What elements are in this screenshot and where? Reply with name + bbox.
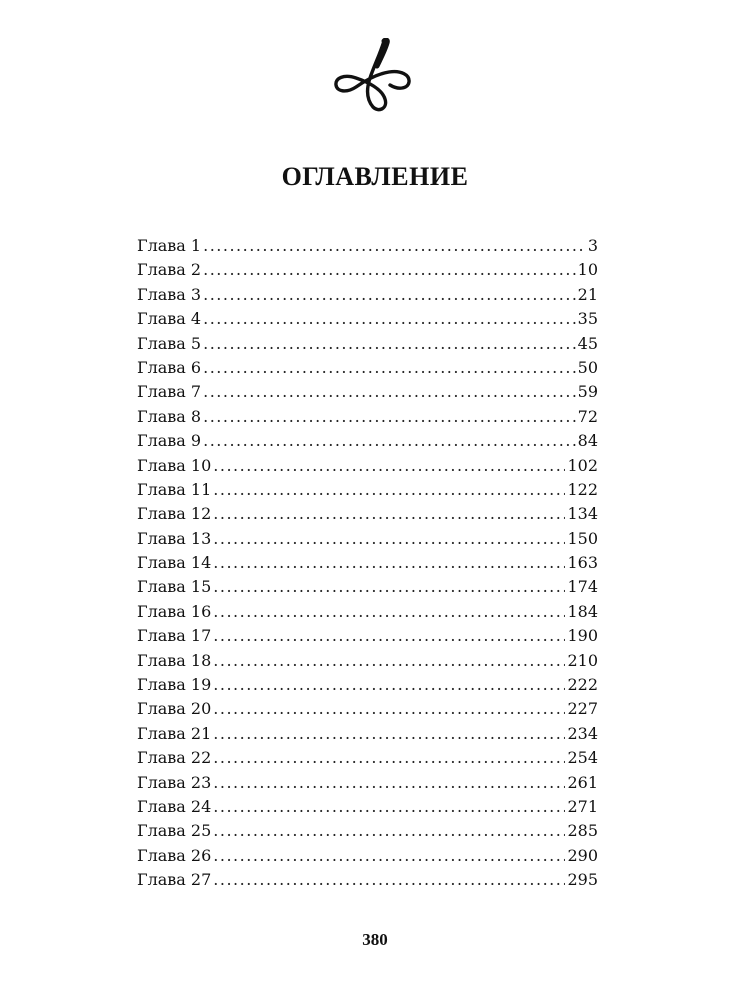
toc-entry-page: 84 (577, 431, 598, 451)
toc-entry-label: Глава 5 (137, 333, 202, 353)
toc-entry-label: Глава 10 (137, 455, 212, 475)
toc-entry-page: 174 (567, 577, 598, 597)
dot-leader (203, 307, 576, 331)
dot-leader (213, 819, 565, 843)
dot-leader (203, 234, 586, 258)
toc-entry-label: Глава 7 (137, 382, 202, 402)
dot-leader (203, 283, 576, 307)
toc-entry[interactable] (137, 429, 598, 453)
toc-entry-page: 184 (567, 601, 598, 621)
toc-entry[interactable] (137, 649, 598, 673)
toc-entry-label: Глава 9 (137, 431, 202, 451)
toc-entry-page: 222 (567, 675, 598, 695)
toc-entry[interactable] (137, 502, 598, 526)
dot-leader (213, 478, 565, 502)
toc-entry-page: 134 (567, 504, 598, 524)
toc-entry-page: 290 (567, 845, 598, 865)
toc-entry-page: 35 (577, 309, 598, 329)
toc-entry[interactable] (137, 307, 598, 331)
toc-entry[interactable] (137, 527, 598, 551)
toc-entry[interactable] (137, 624, 598, 648)
toc-entry[interactable] (137, 356, 598, 380)
toc-entry-label: Глава 3 (137, 284, 202, 304)
toc-entry[interactable] (137, 551, 598, 575)
dot-leader (203, 356, 576, 380)
toc-entry-label: Глава 8 (137, 406, 202, 426)
dot-leader (213, 551, 565, 575)
toc-entry-label: Глава 20 (137, 699, 212, 719)
dot-leader (213, 771, 565, 795)
toc-entry-label: Глава 21 (137, 723, 212, 743)
toc-entry-page: 59 (577, 382, 598, 402)
toc-entry[interactable] (137, 478, 598, 502)
toc-entry-page: 261 (567, 772, 598, 792)
toc-entry-page: 234 (567, 723, 598, 743)
toc-entry-page: 190 (567, 626, 598, 646)
toc-entry-label: Глава 11 (137, 479, 212, 499)
toc-entry[interactable] (137, 380, 598, 404)
dot-leader (213, 795, 565, 819)
toc-entry[interactable] (137, 332, 598, 356)
toc-entry[interactable] (137, 405, 598, 429)
toc-entry-label: Глава 14 (137, 553, 212, 573)
toc-entry-label: Глава 4 (137, 309, 202, 329)
toc-entry-page: 102 (567, 455, 598, 475)
toc-entry[interactable] (137, 454, 598, 478)
dot-leader (203, 405, 576, 429)
toc-entry[interactable] (137, 600, 598, 624)
dot-leader (213, 527, 565, 551)
dot-leader (213, 722, 565, 746)
toc-entry-page: 50 (577, 357, 598, 377)
toc-entry-label: Глава 19 (137, 675, 212, 695)
dot-leader (213, 575, 565, 599)
toc-entry[interactable] (137, 868, 598, 892)
dot-leader (213, 844, 565, 868)
toc-entry-label: Глава 22 (137, 748, 212, 768)
dot-leader (213, 454, 565, 478)
dot-leader (213, 697, 565, 721)
toc-entry-label: Глава 26 (137, 845, 212, 865)
toc-entry-page: 122 (567, 479, 598, 499)
toc-entry[interactable] (137, 722, 598, 746)
toc-entry-label: Глава 23 (137, 772, 212, 792)
dot-leader (213, 649, 565, 673)
toc-entry[interactable] (137, 283, 598, 307)
toc-entry-label: Глава 16 (137, 601, 212, 621)
dot-leader (213, 746, 565, 770)
toc-entry-page: 21 (577, 284, 598, 304)
toc-entry-page: 271 (567, 796, 598, 816)
toc-entry-page: 150 (567, 528, 598, 548)
dot-leader (203, 258, 576, 282)
dot-leader (203, 332, 576, 356)
toc-entry-page: 10 (577, 260, 598, 280)
toc-entry[interactable] (137, 673, 598, 697)
toc-entry-label: Глава 27 (137, 870, 212, 890)
toc-entry[interactable] (137, 844, 598, 868)
toc-entry-page: 285 (567, 821, 598, 841)
dot-leader (213, 673, 565, 697)
toc-entry[interactable] (137, 258, 598, 282)
dot-leader (203, 380, 576, 404)
toc-entry-page: 210 (567, 650, 598, 670)
toc-entry-label: Глава 13 (137, 528, 212, 548)
toc-entry[interactable] (137, 771, 598, 795)
toc-entry-page: 254 (567, 748, 598, 768)
toc-entry-page: 72 (577, 406, 598, 426)
toc-entry[interactable] (137, 795, 598, 819)
dot-leader (213, 600, 565, 624)
flourish-ornament-icon (330, 38, 416, 114)
dot-leader (213, 502, 565, 526)
toc-entry-label: Глава 24 (137, 796, 212, 816)
toc-entry-label: Глава 25 (137, 821, 212, 841)
toc-entry[interactable] (137, 575, 598, 599)
toc-entry-label: Глава 15 (137, 577, 212, 597)
toc-entry-label: Глава 18 (137, 650, 212, 670)
toc-entry-label: Глава 17 (137, 626, 212, 646)
toc-entry-label: Глава 12 (137, 504, 212, 524)
page-number: 380 (362, 930, 388, 949)
toc-entry-label: Глава 2 (137, 260, 202, 280)
dot-leader (203, 429, 576, 453)
toc-entry-page: 295 (567, 870, 598, 890)
toc-entry-page: 227 (567, 699, 598, 719)
toc-entry-label: Глава 6 (137, 357, 202, 377)
toc-entry-page: 45 (577, 333, 598, 353)
toc-entry-page: 3 (587, 236, 598, 255)
dot-leader (213, 868, 565, 892)
toc-entry[interactable] (137, 819, 598, 843)
dot-leader (213, 624, 565, 648)
toc-entry-label: Глава 1 (137, 236, 202, 255)
toc-entry[interactable] (137, 697, 598, 721)
toc-entry[interactable] (137, 234, 598, 258)
toc-entry[interactable] (137, 746, 598, 770)
page-title: ОГЛАВЛЕНИЕ (281, 162, 469, 191)
toc-entry-page: 163 (567, 553, 598, 573)
table-of-contents (137, 234, 598, 893)
